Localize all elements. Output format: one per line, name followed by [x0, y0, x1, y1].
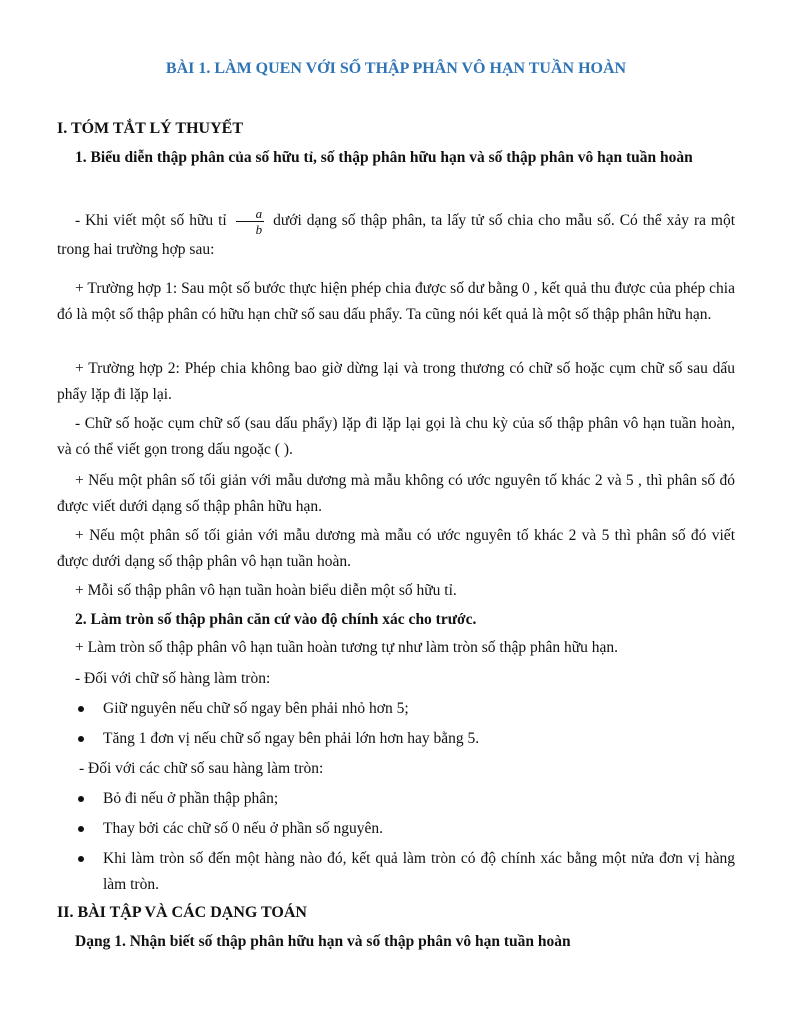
list-item-text: Tăng 1 đơn vị nếu chữ số ngay bên phải lớn hơn hay bằng 5.: [103, 730, 480, 747]
subheading-rounding: 2. Làm tròn số thập phân căn cứ vào độ chính xác cho trước.: [75, 611, 477, 628]
list-item-text: Thay bởi các chữ số 0 nếu ở phần số nguyên.: [103, 820, 384, 837]
paragraph-after-rounding-digits: - Đối với các chữ số sau hàng làm tròn:: [79, 760, 324, 777]
fraction-a-over-b: [236, 206, 265, 237]
list-item-text: Giữ nguyên nếu chữ số ngay bên phải nhỏ hơn 5;: [103, 700, 409, 717]
fraction-denominator: b: [255, 222, 263, 237]
subheading-type-1: Dạng 1. Nhận biết số thập phân hữu hạn và số thập phân vô hạn tuần hoàn: [75, 933, 571, 950]
list-item: [103, 696, 735, 722]
paragraph-repeating-decimal-rule: + Nếu một phân số tối giản với mẫu dương mà mẫu có ước nguyên tố khác 2 và 5 thì phân số đó viết được dưới dạng số thập phân vô hạn tuần hoàn.: [57, 527, 735, 570]
bullet-icon: [78, 796, 84, 802]
subheading-decimal-representation: 1. Biểu diễn thập phân của số hữu tỉ, số thập phân hữu hạn và số thập phân vô hạn tuần hoàn: [75, 149, 693, 166]
paragraph-case-2: + Trường hợp 2: Phép chia không bao giờ dừng lại và trong thương có chữ số hoặc cụm chữ số sau dấu phẩy lặp đi lặp lại.: [57, 360, 735, 403]
paragraph-finite-decimal-rule: + Nếu một phân số tối giản với mẫu dương mà mẫu không có ước nguyên tố khác 2 và 5 , thì phân số đó được viết dưới dạng số thập phân hữu hạn.: [57, 472, 735, 515]
fraction-numerator: a: [236, 206, 265, 222]
paragraph-period: - Chữ số hoặc cụm chữ số (sau dấu phẩy) lặp đi lặp lại gọi là chu kỳ của số thập phân vô hạn tuần hoàn, và có thể viết gọn trong dấu ngoặc ( ).: [57, 415, 735, 458]
paragraph-rational-statement: + Mỗi số thập phân vô hạn tuần hoàn biểu diễn một số hữu tỉ.: [75, 582, 457, 599]
section-heading-theory: I. TÓM TẮT LÝ THUYẾT: [57, 120, 243, 137]
bullet-icon: [78, 856, 84, 862]
list-item: [103, 846, 735, 898]
paragraph-rounding-similar: + Làm tròn số thập phân vô hạn tuần hoàn tương tự như làm tròn số thập phân hữu hạn.: [75, 639, 619, 656]
paragraph-rational-number-start: - Khi viết một số hữu tỉ: [75, 212, 227, 230]
paragraph-case-1: + Trường hợp 1: Sau một số bước thực hiện phép chia được số dư bằng 0 , kết quả thu được của phép chia đó là một số thập phân có hữu hạn chữ số sau dấu phẩy. Ta cũng nói kết quả là một số thập phân hữu hạn.: [57, 280, 735, 323]
paragraph-rounding-digit: - Đối với chữ số hàng làm tròn:: [75, 670, 271, 687]
list-item-text: Bỏ đi nếu ở phần thập phân;: [103, 790, 279, 807]
list-item: [103, 816, 735, 842]
section-heading-exercises: II. BÀI TẬP VÀ CÁC DẠNG TOÁN: [57, 904, 307, 921]
paragraph-rational-number-end: dưới dạng số thập phân, ta lấy tử số chia cho mẫu số. Có thể xảy ra một trong hai trường hợp sau:: [57, 212, 736, 258]
lesson-title: BÀI 1. LÀM QUEN VỚI SỐ THẬP PHÂN VÔ HẠN TUẦN HOÀN: [165, 60, 627, 77]
list-item-text: Khi làm tròn số đến một hàng nào đó, kết quả làm tròn có độ chính xác bằng một nửa đơn vị hàng làm tròn.: [103, 850, 735, 893]
bullet-icon: [78, 736, 84, 742]
paragraph-rational-number: [57, 206, 735, 263]
bullet-icon: [78, 706, 84, 712]
list-item: [103, 786, 735, 812]
list-item: [103, 726, 735, 752]
bullet-icon: [78, 826, 84, 832]
